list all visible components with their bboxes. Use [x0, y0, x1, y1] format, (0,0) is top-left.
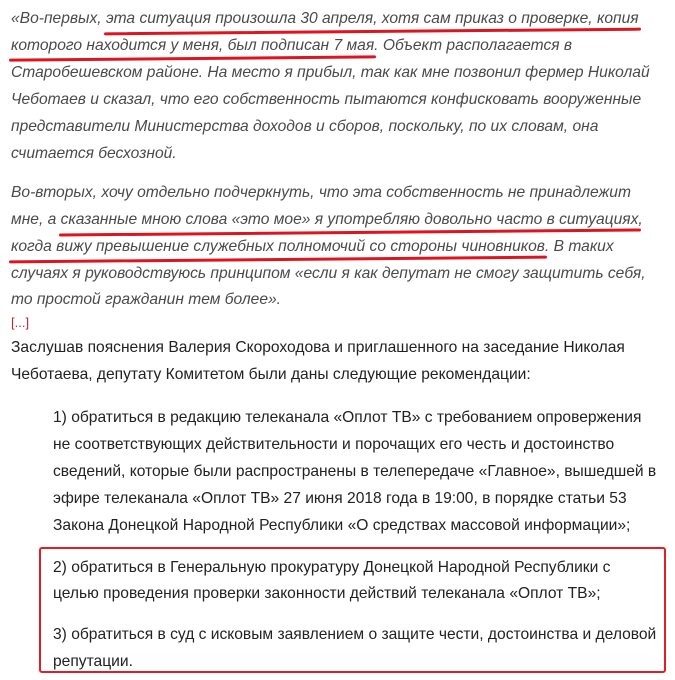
quote-text: «Во-первых,	[11, 10, 106, 27]
quote2-line3	[11, 237, 614, 257]
quote1-line3: Старобешевском районе. На место я прибыл, так как мне позвонил фермер Николай	[11, 64, 650, 81]
quote1-line4: Чеботаев и сказал, что его собственность пытаются конфисковать вооруженные	[11, 91, 642, 108]
rec1-line1: 1) обратиться в редакцию телеканала «Оплот ТВ» с требованием опровержения	[53, 409, 642, 426]
intro-line1: Заслушав пояснения Валерия Скороходова и приглашенного на заседание Николая	[11, 339, 625, 356]
rec1-line2: не соответствующих действительности и порочащих его честь и достоинство	[53, 436, 615, 453]
quote1-line2	[11, 36, 572, 56]
quote-text: . Объект располагается в	[374, 37, 573, 54]
highlighted-phrase: эта ситуация произошла 30 апреля, хотя сам приказ о проверке, копия	[105, 10, 639, 27]
rec3-line2: репутации.	[53, 653, 133, 670]
quote2-line2	[11, 210, 643, 230]
quote1-line6: считается бесхозной.	[11, 145, 177, 162]
rec2-line2: целью проведения проверки законности действий телеканала «Оплот ТВ»;	[53, 585, 601, 602]
rec3-line1: 3) обратиться в суд с исковым заявлением о защите чести, достоинства и деловой	[53, 626, 657, 643]
rec1-line3: сведений, которые были распространены в телепередаче «Главное», вышедшей в	[53, 463, 657, 480]
highlighted-phrase: которого находится у меня, был подписан 7 мая	[11, 37, 375, 54]
quote1-line1	[11, 9, 639, 29]
quote2-line5: то простой гражданин тем более».	[11, 291, 282, 308]
rec1-line4: эфире телеканала «Оплот ТВ» 27 июня 2018 года в 19:00, в порядке статьи 53	[53, 490, 627, 507]
quote-text: . В таких	[544, 238, 614, 255]
quote2-line4: случаях я руководствуюсь принципом «если я как депутат не смогу защитить себя,	[11, 265, 646, 282]
quote-text: ,	[638, 211, 643, 228]
quote2-line1: Во-вторых, хочу отдельно подчеркнуть, что эта собственность не принадлежит	[11, 184, 631, 201]
rec1-line5: Закона Донецкой Народной Республики «О средствах массовой информации»;	[53, 517, 631, 534]
rec2-line1: 2) обратиться в Генеральную прокуратуру Донецкой Народной Республики с	[53, 559, 611, 576]
omission-link[interactable]: [...]	[11, 315, 30, 330]
intro-line2: Чеботаева, депутату Комитетом были даны следующие рекомендации:	[11, 366, 531, 383]
quote1-line5: представители Министерства доходов и сборов, поскольку, по их словам, она	[11, 118, 599, 135]
highlighted-phrase: сказанные мною слова «это мое» я употребляю довольно часто в ситуациях	[60, 211, 639, 228]
highlighted-phrase: когда вижу превышение служебных полномочий со стороны чиновников	[11, 238, 545, 255]
quote-text: мне, а	[11, 211, 61, 228]
